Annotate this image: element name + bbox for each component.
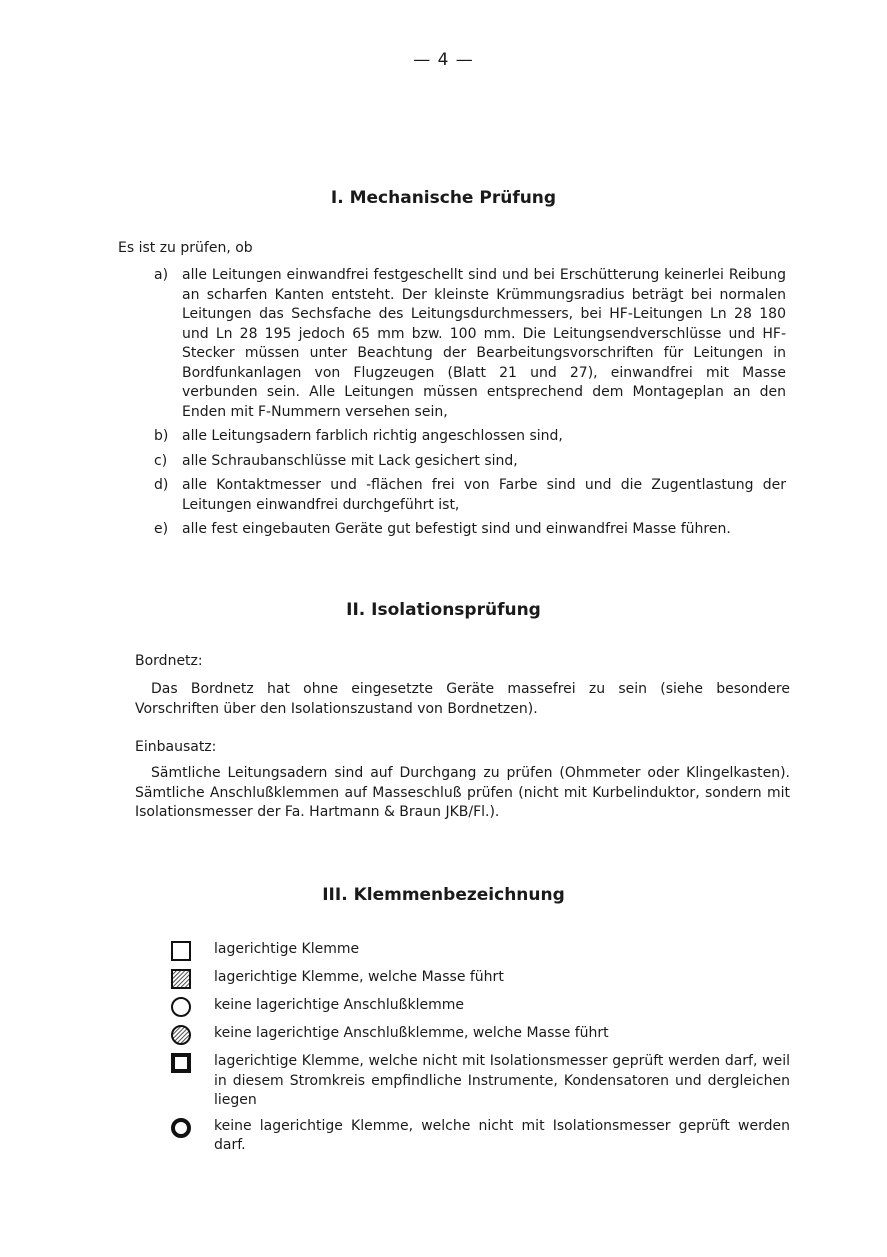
legend-row	[170, 940, 790, 962]
square-thick-outline-icon	[170, 1052, 214, 1074]
list-item-text: alle fest eingebauten Geräte gut befestigt sind und einwandfrei Masse führen.	[182, 521, 731, 537]
einbausatz-label: Einbausatz:	[135, 739, 217, 755]
legend-row	[170, 1052, 790, 1111]
terminal-legend	[170, 940, 790, 1162]
legend-text: lagerichtige Klemme, welche nicht mit Isolationsmesser geprüft werden darf, weil in diesem Stromkreis empfindliche Instrumente, Kondensatoren und dergleichen liegen	[214, 1053, 790, 1108]
list-item-label: e)	[154, 521, 169, 537]
page-number: — 4 —	[413, 50, 474, 70]
list-item	[154, 520, 786, 540]
legend-row	[170, 968, 790, 990]
list-item	[154, 266, 786, 422]
section-heading-isolationspruefung: II. Isolationsprüfung	[346, 600, 541, 620]
section-heading-klemmenbezeichnung: III. Klemmenbezeichnung	[322, 885, 565, 905]
list-item-text: alle Leitungsadern farblich richtig angeschlossen sind,	[182, 428, 563, 444]
legend-row	[170, 1117, 790, 1156]
einbausatz-text: Sämtliche Leitungsadern sind auf Durchgang zu prüfen (Ohmmeter oder Klingelkasten). Sämtliche Anschlußklemmen auf Masseschluß prüfen (nicht mit Kurbelinduktor, sondern mit Isolationsmesser der Fa. Hartmann & Braun JKB/Fl.).	[135, 765, 790, 820]
list-item-label: a)	[154, 267, 169, 283]
legend-text: keine lagerichtige Klemme, welche nicht mit Isolationsmesser geprüft werden darf.	[214, 1117, 790, 1153]
list-item-label: b)	[154, 428, 169, 444]
section-heading-mechanische-pruefung: I. Mechanische Prüfung	[330, 188, 557, 208]
legend-text: lagerichtige Klemme	[214, 941, 360, 957]
list-item-text: alle Schraubanschlüsse mit Lack gesichert sind,	[182, 452, 518, 469]
bordnetz-label: Bordnetz:	[135, 653, 203, 669]
circle-hatched-icon	[170, 1024, 214, 1046]
list-item	[154, 427, 786, 447]
legend-text: keine lagerichtige Anschlußklemme, welche Masse führt	[214, 1025, 609, 1041]
circle-outline-icon	[170, 996, 214, 1018]
section1-intro: Es ist zu prüfen, ob	[118, 240, 253, 256]
einbausatz-paragraph	[135, 764, 790, 823]
list-item-label: d)	[154, 477, 169, 493]
list-item	[154, 476, 786, 515]
bordnetz-paragraph	[135, 680, 790, 719]
list-item-label: c)	[154, 452, 168, 469]
legend-text: keine lagerichtige Anschlußklemme	[214, 997, 464, 1013]
list-item-text: alle Kontaktmesser und -flächen frei von Farbe sind und die Zugentlastung der Leitungen einwandfrei durchgeführt ist,	[182, 477, 786, 513]
circle-thick-outline-icon	[170, 1117, 214, 1139]
check-list	[154, 266, 786, 545]
square-outline-icon	[170, 940, 214, 962]
legend-row	[170, 1024, 790, 1046]
legend-text: lagerichtige Klemme, welche Masse führt	[214, 969, 504, 985]
list-item-text: alle Leitungen einwandfrei festgeschellt sind und bei Erschütterung keinerlei Reibung an scharfen Kanten entsteht. Der kleinste Krümmungsradius beträgt bei normalen Leitungen das Sechsfache des Leitungsdurchmessers, bei HF-Leitungen Ln 28 180 und Ln 28 195 jedoch 65 mm bzw. 100 mm. Die Leitungsendverschlüsse und HF-Stecker müssen unter Beachtung der Bearbeitungsvorschriften für Leitungen in Bordfunkanlagen von Flugzeugen (Blatt 21 und 27), einwandfrei mit Masse verbunden sein. Alle Leitungen müssen entsprechend dem Montageplan an den Enden mit F-Nummern versehen sein,	[182, 267, 786, 420]
list-item	[154, 452, 786, 472]
bordnetz-text: Das Bordnetz hat ohne eingesetzte Geräte massefrei zu sein (siehe besondere Vorschriften über den Isolationszustand von Bordnetzen).	[135, 681, 790, 717]
legend-row	[170, 996, 790, 1018]
square-hatched-icon	[170, 968, 214, 990]
